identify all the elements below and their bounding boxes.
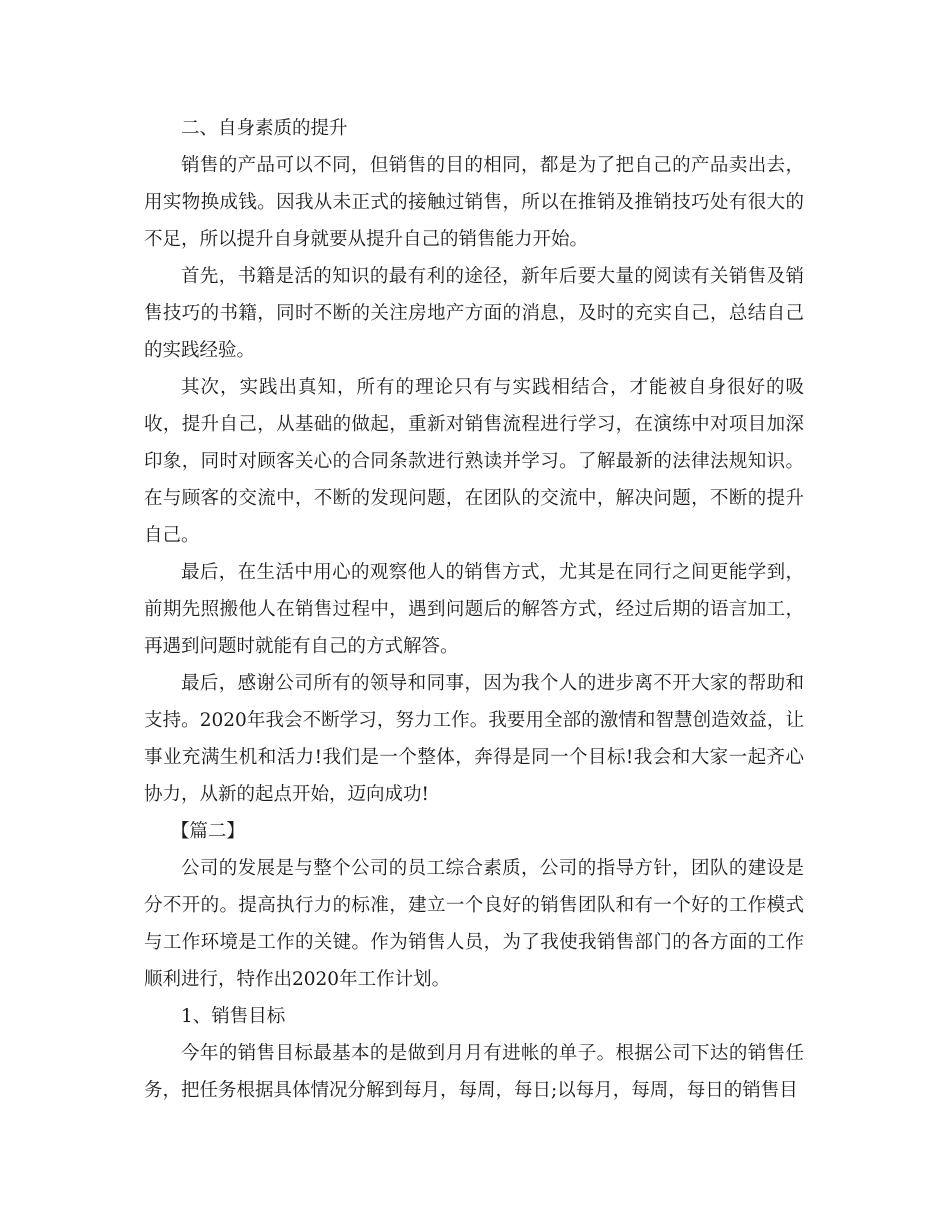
paragraph: 其次，实践出真知，所有的理论只有与实践相结合，才能被自身很好的吸收，提升自己，从基础的做起，重新对销售流程进行学习，在演练中对项目加深印象，同时对顾客关心的合同条款进行熟读并学习。了解最新的法律法规知识。在与顾客的交流中，不断的发现问题，在团队的交流中，解决问题，不断的提升自己。 — [144, 377, 804, 546]
paragraph: 今年的销售目标最基本的是做到月月有进帐的单子。根据公司下达的销售任务，把任务根据具体情况分解到每月，每周，每日;以每月，每周，每日的销售目 — [144, 1043, 804, 1101]
paragraph: 最后，在生活中用心的观察他人的销售方式，尤其是在同行之间更能学到，前期先照搬他人在销售过程中，遇到问题后的解答方式，经过后期的语言加工，再遇到问题时就能有自己的方式解答。 — [144, 562, 804, 657]
document-body — [144, 110, 804, 1109]
paragraph: 最后，感谢公司所有的领导和同事，因为我个人的进步离不开大家的帮助和支持。2020年我会不断学习，努力工作。我要用全部的激情和智慧创造效益，让事业充满生机和活力!我们是一个整体，奔得是同一个目标!我会和大家一起齐心协力，从新的起点开始，迈向成功! — [144, 673, 804, 805]
paragraph: 首先，书籍是活的知识的最有利的途径，新年后要大量的阅读有关销售及销售技巧的书籍，同时不断的关注房地产方面的消息，及时的充实自己，总结自己的实践经验。 — [144, 266, 804, 361]
section-label-part-two: 【篇二】 — [170, 821, 245, 842]
section-heading-sales-target: 1、销售目标 — [181, 1006, 286, 1027]
paragraph: 公司的发展是与整个公司的员工综合素质，公司的指导方针，团队的建设是分不开的。提高执行力的标准，建立一个良好的销售团队和有一个好的工作模式与工作环境是工作的关键。作为销售人员，为了我使我销售部门的各方面的工作顺利进行，特作出2020年工作计划。 — [144, 858, 804, 990]
paragraph: 销售的产品可以不同，但销售的目的相同，都是为了把自己的产品卖出去，用实物换成钱。因我从未正式的接触过销售，所以在推销及推销技巧处有很大的不足，所以提升自身就要从提升自己的销售能力开始。 — [144, 155, 804, 250]
section-heading-self-improvement: 二、自身素质的提升 — [181, 118, 348, 139]
